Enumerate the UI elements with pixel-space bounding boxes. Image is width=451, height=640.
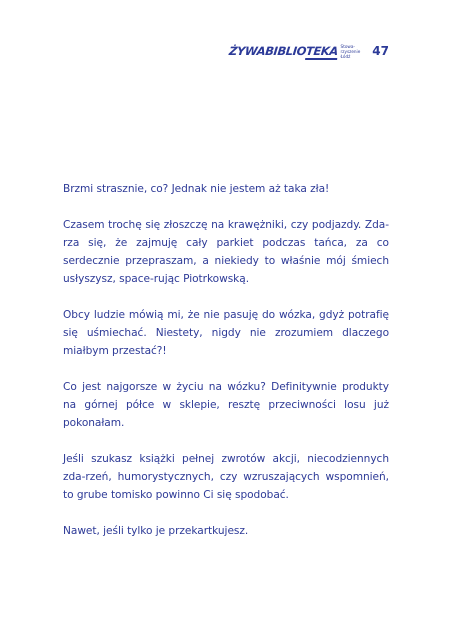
paragraph-1: Brzmi strasznie, co? Jednak nie jestem aż taka zła! [63,183,330,195]
logo-small-text [341,44,361,59]
paragraph-5: Jeśli szukasz książki pełnej zwrotów akcji, niecodziennych zda-rzeń, humorystycznych, czy wzruszających wspomnień, to grube tomisko powinno Ci się spodobać. [63,453,389,501]
paragraph-4: Co jest najgorsze w życiu na wózku? Definitywnie produkty na górnej półce w sklepie, resztę przeciwności losu już pokonałam. [63,381,389,429]
logo-small-line-3: Łódź [340,53,351,59]
logo-wordmark-tail: TEKA [304,44,339,58]
body-text [63,180,389,558]
logo-wordmark-main: ŻYWABIBLIO [227,44,307,58]
zywa-biblioteka-logo [229,44,361,59]
logo-small-line-2: rzyszenie [340,48,361,54]
logo-small-line-1: Stowa- [340,43,355,49]
paragraph-6: Nawet, jeśli tylko je przekartkujesz. [63,525,249,537]
paragraph-2: Czasem trochę się złoszczę na krawężniki, czy podjazdy. Zda-rza się, że zajmuję cały parkiet podczas tańca, za co serdecznie przepraszam, a niekiedy to właśnie mój śmiech usłyszysz, space-rując Piotrkowską. [63,219,389,285]
page-header [229,36,389,66]
page-number: 47 [372,44,389,58]
paragraph-3: Obcy ludzie mówią mi, że nie pasuję do wózka, gdyż potrafię się uśmiechać. Niestety, nigdy nie zrozumiem dlaczego miałbym przestać?! [63,309,389,357]
logo-wordmark [228,44,338,58]
